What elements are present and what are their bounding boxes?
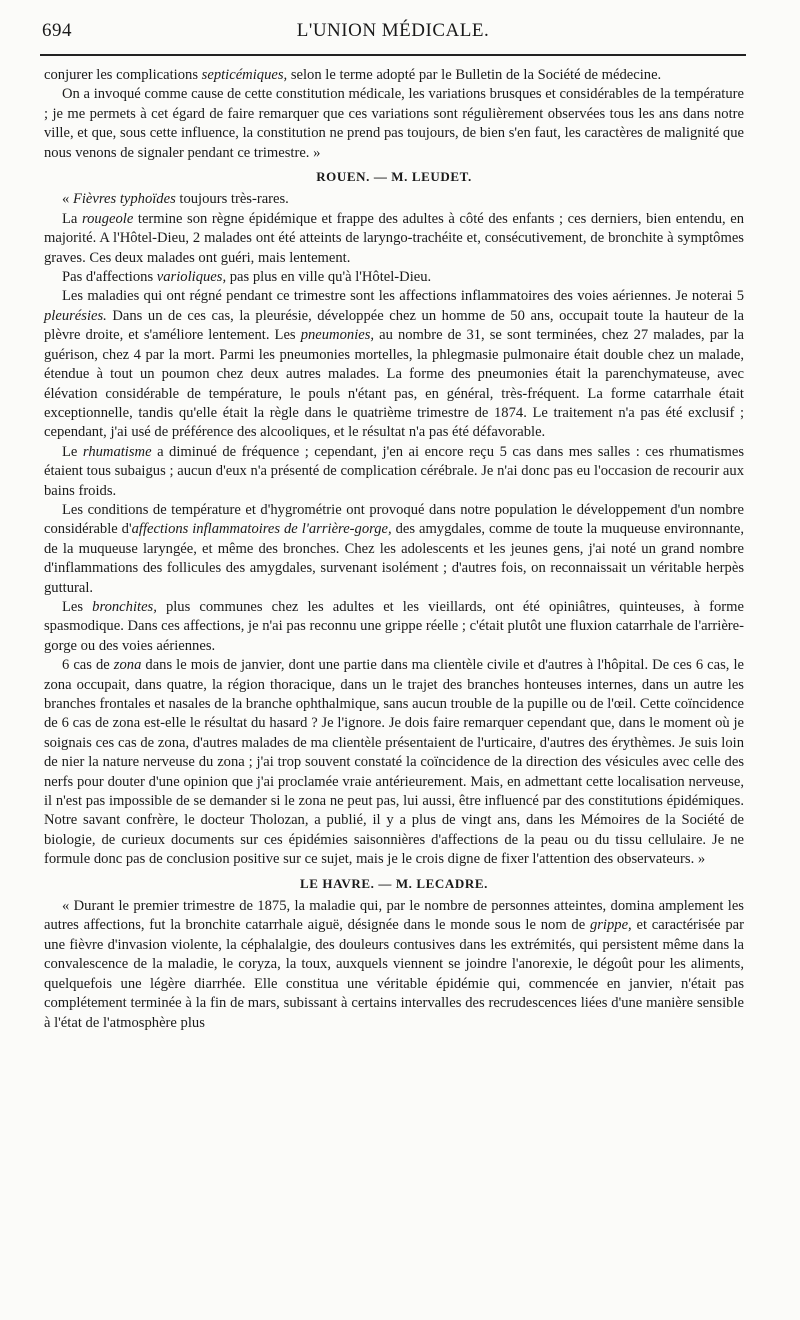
paragraph: Les conditions de température et d'hygrométrie ont provoqué dans notre population le développement d'un nombre considérable d'affections inflammatoires de l'arrière-gorge, des amygdales, comme de toute la muqueuse environnante, de la muqueuse laryngée, et même des bronches. Chez les adolescents et les jeunes gens, j'ai noté un grand nombre d'inflammations des follicules des amygdales, survenant isolément ; d'autres fois, on reconnaissait un véritable herpès guttural. [44,501,744,596]
paragraph: Le rhumatisme a diminué de fréquence ; cependant, j'en ai encore reçu 5 cas dans mes salles : ces rhumatismes étaient tous subaigus ; aucun d'eux n'a présenté de complication cérébrale. Je n'ai donc pas eu l'occasion de recourir aux bains froids. [44,443,744,499]
paragraph: On a invoqué comme cause de cette constitution médicale, les variations brusques et considérables de la température ; je me permets à cet égard de faire remarquer que ces variations sont régulièrement observées tous les ans dans notre ville, et que, sous cette influence, la constitution ne prend pas toujours, de bien s'en faut, les caractères de malignité que nous venons de signaler pendant ce trimestre. » [44,86,744,161]
journal-title: L'UNION MÉDICALE. [296,20,490,41]
section-heading-le-havre: LE HAVRE. — M. LECADRE. [300,875,488,891]
page-number: 694 [42,20,72,41]
paragraph: « Fièvres typhoïdes toujours très-rares. [62,191,289,208]
section-heading-rouen: ROUEN. — M. LEUDET. [316,169,472,185]
paragraph: Les bronchites, plus communes chez les adultes et les vieillards, ont été opiniâtres, quinteuses, à forme spasmodique. Dans ces affections, je n'ai pas reconnu une grippe réelle ; c'était plutôt une fluxion catarrhale de l'arrière-gorge ou des voies aériennes. [44,598,744,654]
paragraph: « Durant le premier trimestre de 1875, la maladie qui, par le nombre de personnes atteintes, domina amplement les autres affections, fut la bronchite catarrhale aiguë, désignée dans le monde sous le nom de grippe, et caractérisée par une fièvre d'invasion violente, la céphalalgie, des douleurs contusives dans les extrémités, qui persistent même dans la convalescence de la maladie, le coryza, la toux, auxquels viennent se joindre l'anorexie, le dégoût pour les aliments, quelquefois une légère diarrhée. Elle constitua une véritable épidémie qui, commencée en janvier, n'était pas complétement terminée à la fin de mars, subissant à certains intervalles des recrudescences liées d'une manière sensible à l'état de l'atmosphère plus [44,898,744,1031]
header-rule [40,54,746,56]
paragraph: La rougeole termine son règne épidémique et frappe des adultes à côté des enfants ; ces derniers, bien entendu, en majorité. A l'Hôtel-Dieu, 2 malades ont été atteints de laryngo-trachéite et, consécutivement, de bronchite à symptômes graves. Ces deux malades ont guéri, mais lentement. [44,210,744,266]
paragraph: Les maladies qui ont régné pendant ce trimestre sont les affections inflammatoires des voies aériennes. Je noterai 5 pleurésies. Dans un de ces cas, la pleurésie, développée chez un homme de 50 ans, occupait toute la hauteur de la plèvre droite, et s'améliore lentement. Les pneumonies, au nombre de 31, se sont terminées, chez 27 malades, par la guérison, chez 4 par la mort. Parmi les pneumonies mortelles, la phlegmasie pulmonaire était double chez un malade, étendue à tout un poumon chez deux autres malades. La forme des pneumonies était la parenchymateuse, avec élévation considérable de température, le pouls n'étant pas, en général, très-fréquent. La forme catarrhale était exceptionnelle, tandis qu'elle était la règle dans le quatrième trimestre de 1874. Le traitement n'a pas été exclusif ; cependant, j'ai usé de préférence des alcooliques, et le résultat n'a pas été défavorable. [44,288,744,441]
article-body [44,66,744,1033]
paragraph: Pas d'affections varioliques, pas plus en ville qu'à l'Hôtel-Dieu. [62,269,432,286]
page-header [40,16,746,46]
paragraph: 6 cas de zona dans le mois de janvier, dont une partie dans ma clientèle civile et d'autres à l'hôpital. De ces 6 cas, le zona occupait, dans quatre, la région thoracique, dans un le trajet des branches honteuses internes, dans un autre les branches frontales et nasales de la branche ophthalmique, sans aucun trouble de la pupille ou de l'œil. Cette coïncidence de 6 cas de zona est-elle le résultat du hasard ? Je l'ignore. Je dois faire remarquer cependant que, dans le moment où je soignais ces cas de zona, d'autres malades de ma clientèle présentaient de l'urticaire, d'autres des érythèmes. Je suis loin de nier la nature nerveuse du zona ; j'ai trop souvent constaté la coïncidence de la direction des vésicules avec celle des nerfs pour douter d'une opinion que j'ai proclamée vraie antérieurement. Mais, en admettant cette localisation nerveuse, il n'est pas impossible de se demander si le zona ne peut pas, lui aussi, être influencé par des constitutions épidémiques. Notre savant confrère, le docteur Tholozan, a publié, il y a plus de vingt ans, dans les Mémoires de la Société de biologie, de curieux documents sur ces épidémies saisonnières d'affections de la peau ou du tissu cellulaire. Je ne formule donc pas de conclusion positive sur ce sujet, mais je le crois digne de fixer l'attention des observateurs. » [44,657,745,868]
paragraph: conjurer les complications septicémiques, selon le terme adopté par le Bulletin de la Société de médecine. [44,67,662,83]
